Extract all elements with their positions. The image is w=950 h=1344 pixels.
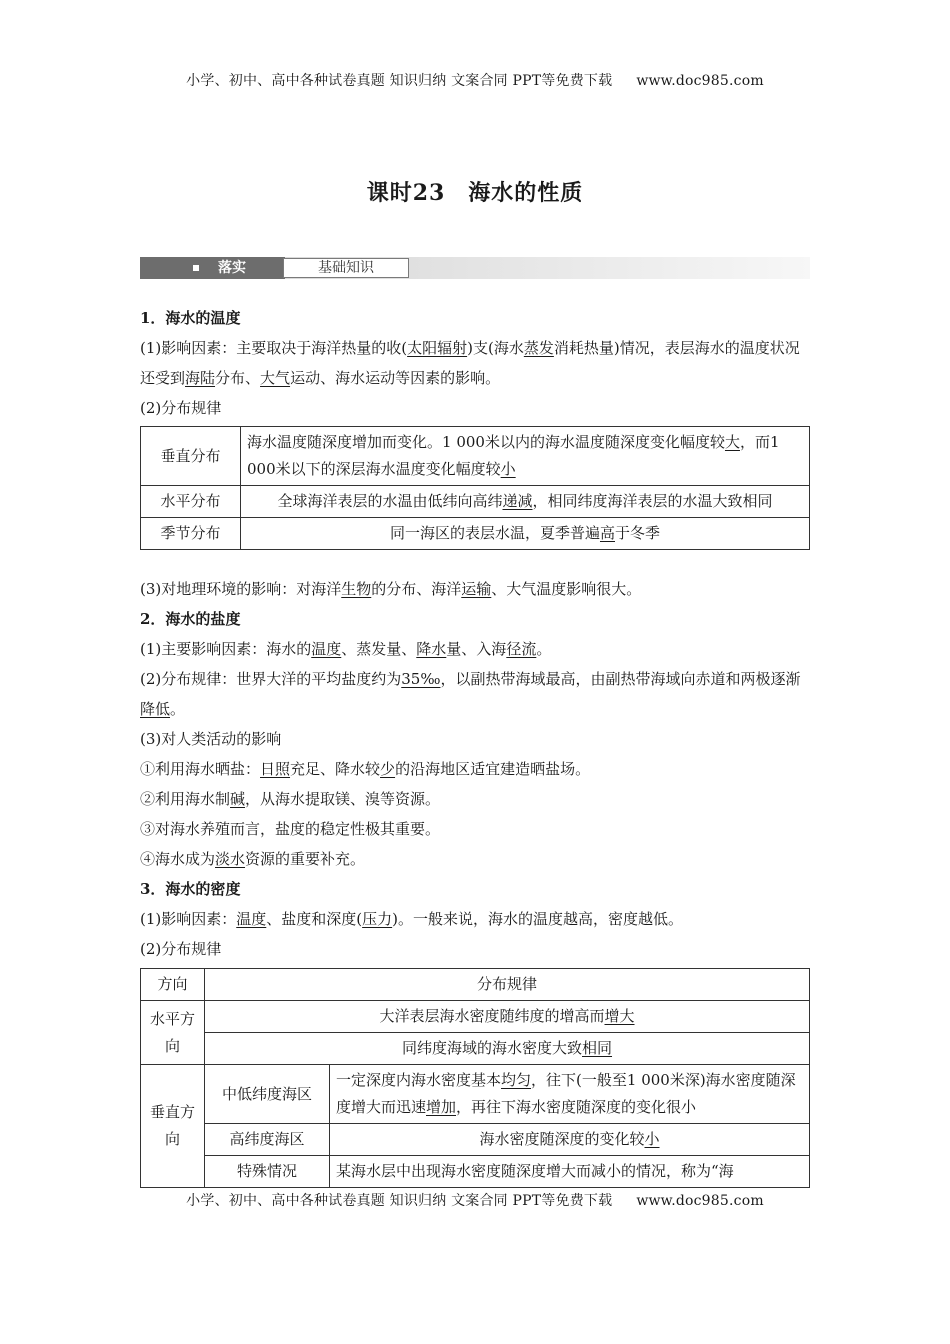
row-label: 季节分布 xyxy=(141,518,241,550)
footer-text: 小学、初中、高中各种试卷真题 知识归纳 文案合同 PPT等免费下载 xyxy=(186,1193,613,1209)
table-row xyxy=(141,1124,810,1156)
s2-item-1: ①利用海水晒盐：日照充足、降水较少的沿海地区适宜建造晒盐场。 xyxy=(140,760,591,778)
s2-para-2: (2)分布规律：世界大洋的平均盐度约为35‰，以副热带海域最高，由副热带海域向赤道和两极逐渐降低。 xyxy=(140,670,801,718)
sub-label: 中低纬度海区 xyxy=(205,1065,330,1124)
s3-para-2: (2)分布规律 xyxy=(140,940,222,958)
band-tag-luoshi: 落实 xyxy=(140,257,285,279)
footer-url[interactable]: www.doc985.com xyxy=(636,1193,764,1209)
section-band xyxy=(140,257,810,279)
table-row xyxy=(141,969,810,1001)
section-3-heading: 3．海水的密度 xyxy=(140,880,241,898)
section-2-heading: 2．海水的盐度 xyxy=(140,610,241,628)
table-row xyxy=(141,518,810,550)
row-value: 大洋表层海水密度随纬度的增高而增大 xyxy=(205,1001,810,1033)
page-header xyxy=(0,70,950,90)
square-bullet-icon xyxy=(193,265,199,271)
temperature-table xyxy=(140,426,810,550)
content xyxy=(140,303,810,1188)
row-value: 同一海区的表层水温，夏季普遍高于冬季 xyxy=(241,518,810,550)
table-row xyxy=(141,427,810,486)
density-table xyxy=(140,968,810,1188)
header-url[interactable]: www.doc985.com xyxy=(636,73,764,89)
band-tag-basics: 基础知识 xyxy=(283,258,409,278)
s1-para-3: (3)对地理环境的影响：对海洋生物的分布、海洋运输、大气温度影响很大。 xyxy=(140,580,642,598)
row-value: 某海水层中出现海水密度随深度增大而减小的情况，称为“海 xyxy=(330,1156,810,1188)
page-title: 课时23 海水的性质 xyxy=(366,180,584,206)
s2-para-1: (1)主要影响因素：海水的温度、蒸发量、降水量、入海径流。 xyxy=(140,640,552,658)
row-value: 海水温度随深度增加而变化。1 000米以内的海水温度随深度变化幅度较大，而1 000米以下的深层海水温度变化幅度较小 xyxy=(241,427,810,486)
page-footer xyxy=(0,1190,950,1210)
header-text: 小学、初中、高中各种试卷真题 知识归纳 文案合同 PPT等免费下载 xyxy=(186,73,613,89)
sub-label: 特殊情况 xyxy=(205,1156,330,1188)
row-label-vertical: 垂直方向 xyxy=(141,1065,205,1188)
col-header-pattern: 分布规律 xyxy=(205,969,810,1001)
s1-para-2: (2)分布规律 xyxy=(140,399,222,417)
row-label-horizontal: 水平方向 xyxy=(141,1001,205,1065)
sub-label: 高纬度海区 xyxy=(205,1124,330,1156)
s2-para-3: (3)对人类活动的影响 xyxy=(140,730,282,748)
s2-item-3: ③对海水养殖而言，盐度的稳定性极其重要。 xyxy=(140,820,441,838)
table-row xyxy=(141,1065,810,1124)
row-value: 一定深度内海水密度基本均匀，往下(一般至1 000米深)海水密度随深度增大而迅速增加，再往下海水密度随深度的变化很小 xyxy=(330,1065,810,1124)
table-row xyxy=(141,1001,810,1033)
s1-para-1: (1)影响因素：主要取决于海洋热量的收(太阳辐射)支(海水蒸发消耗热量)情况，表层海水的温度状况还受到海陆分布、大气运动、海水运动等因素的影响。 xyxy=(140,339,800,387)
table-row xyxy=(141,486,810,518)
col-header-direction: 方向 xyxy=(141,969,205,1001)
row-value: 全球海洋表层的水温由低纬向高纬递减，相同纬度海洋表层的水温大致相同 xyxy=(241,486,810,518)
row-label: 水平分布 xyxy=(141,486,241,518)
table-row xyxy=(141,1033,810,1065)
row-label: 垂直分布 xyxy=(141,427,241,486)
row-value: 海水密度随深度的变化较小 xyxy=(330,1124,810,1156)
table-row xyxy=(141,1156,810,1188)
s2-item-2: ②利用海水制碱，从海水提取镁、溴等资源。 xyxy=(140,790,441,808)
row-value: 同纬度海域的海水密度大致相同 xyxy=(205,1033,810,1065)
s2-item-4: ④海水成为淡水资源的重要补充。 xyxy=(140,850,366,868)
s3-para-1: (1)影响因素：温度、盐度和深度(压力)。一般来说，海水的温度越高，密度越低。 xyxy=(140,910,683,928)
section-1-heading: 1．海水的温度 xyxy=(140,309,241,327)
